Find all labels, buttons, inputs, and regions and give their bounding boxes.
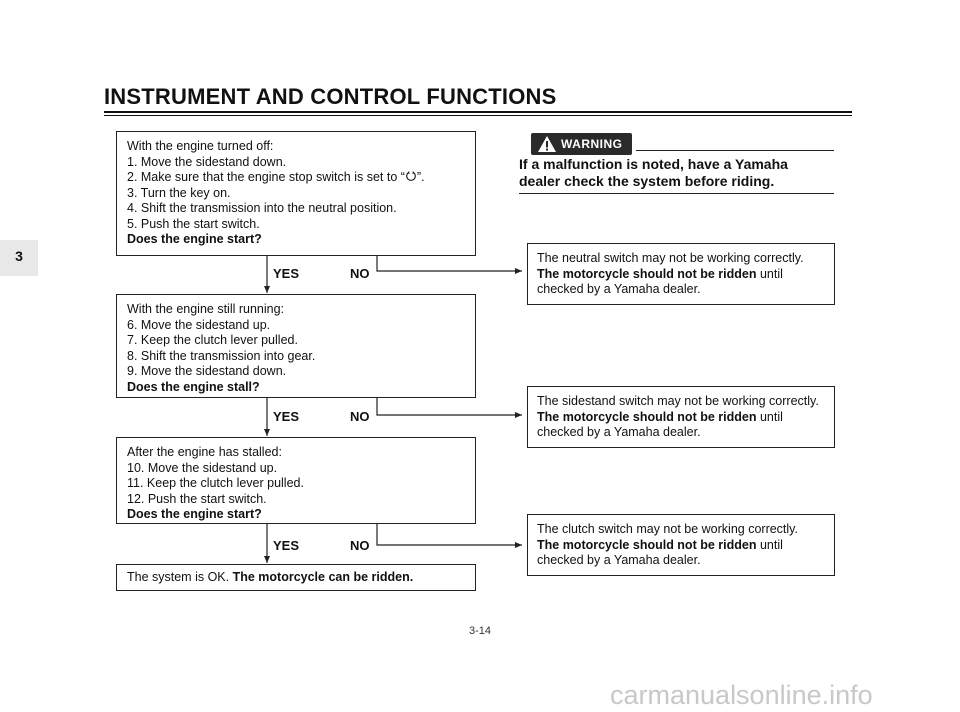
step-line: With the engine still running: xyxy=(127,302,285,316)
step-question-text: Does the engine start? xyxy=(127,232,262,246)
result-line xyxy=(537,410,825,426)
step-line: 10. Move the sidestand up. xyxy=(127,460,278,475)
flow-step-2 xyxy=(116,294,476,398)
final-line xyxy=(127,570,465,586)
step-line: 4. Shift the transmission into the neutral position. xyxy=(127,201,397,215)
result-line: checked by a Yamaha dealer. xyxy=(537,553,701,567)
warning-triangle-icon xyxy=(537,135,557,153)
step-line-text: ”. xyxy=(416,170,425,184)
step-line: 3. Turn the key on. xyxy=(127,185,231,200)
flow-final-ok xyxy=(116,564,476,591)
result-clutch-switch xyxy=(527,514,835,576)
warning-text-line: If a malfunction is noted, have a Yamaha xyxy=(519,156,788,172)
result-bold: The motorcycle should not be ridden xyxy=(537,409,757,424)
final-prefix: The system is OK. xyxy=(127,570,233,584)
final-bold: The motorcycle can be ridden. xyxy=(232,570,414,584)
warning-badge-label: WARNING xyxy=(561,137,623,151)
step-question-text: Does the engine stall? xyxy=(127,379,260,394)
step-line-text: 2. Make sure that the engine stop switch is set to “ xyxy=(127,170,405,184)
result-line xyxy=(537,267,825,283)
result-sidestand-switch xyxy=(527,386,835,448)
no-label-3: NO xyxy=(350,538,370,553)
flow-step-3 xyxy=(116,437,476,524)
step-question xyxy=(127,232,465,248)
step-line: 5. Push the start switch. xyxy=(127,216,260,231)
result-neutral-switch xyxy=(527,243,835,305)
watermark: carmanualsonline.info xyxy=(610,680,873,710)
step-line xyxy=(127,170,465,186)
result-rest: until xyxy=(756,266,783,281)
result-bold: The motorcycle should not be ridden xyxy=(537,266,757,281)
chapter-tab-number: 3 xyxy=(15,248,23,264)
result-line: checked by a Yamaha dealer. xyxy=(537,282,701,296)
result-rest: until xyxy=(756,409,783,424)
warning-text xyxy=(519,156,839,190)
warning-text-line: dealer check the system before riding. xyxy=(519,173,775,189)
no-label-2: NO xyxy=(350,409,370,424)
result-bold: The motorcycle should not be ridden xyxy=(537,537,757,552)
result-line xyxy=(537,538,825,554)
step-line: After the engine has stalled: xyxy=(127,445,282,459)
step-question xyxy=(127,380,465,396)
step-line: With the engine turned off: xyxy=(127,139,274,153)
step-line: 9. Move the sidestand down. xyxy=(127,364,287,378)
result-line: The sidestand switch may not be working correctly. xyxy=(537,394,819,408)
step-question-text: Does the engine start? xyxy=(127,507,262,521)
result-line: The neutral switch may not be working correctly. xyxy=(537,251,804,265)
page-number: 3-14 xyxy=(468,625,492,637)
page-title: INSTRUMENT AND CONTROL FUNCTIONS xyxy=(104,84,557,109)
step-line: 1. Move the sidestand down. xyxy=(127,154,287,169)
step-line: 8. Shift the transmission into gear. xyxy=(127,348,316,363)
step-line: 12. Push the start switch. xyxy=(127,491,267,506)
flow-step-1 xyxy=(116,131,476,256)
warning-rule-bottom xyxy=(519,193,834,194)
engine-run-icon xyxy=(405,170,417,182)
no-arrow-3 xyxy=(377,523,522,545)
result-line: The clutch switch may not be working correctly. xyxy=(537,522,798,536)
yes-label-2: YES xyxy=(273,409,300,424)
no-arrow-2 xyxy=(377,397,522,415)
step-question xyxy=(127,507,465,523)
result-line: checked by a Yamaha dealer. xyxy=(537,425,701,439)
result-rest: until xyxy=(756,537,783,552)
step-line: 11. Keep the clutch lever pulled. xyxy=(127,476,304,490)
no-arrow-1 xyxy=(377,255,522,271)
step-line: 6. Move the sidestand up. xyxy=(127,317,271,332)
yes-label-3: YES xyxy=(273,538,300,553)
no-label-1: NO xyxy=(350,266,370,281)
step-line: 7. Keep the clutch lever pulled. xyxy=(127,333,298,347)
warning-rule xyxy=(636,150,834,151)
yes-label-1: YES xyxy=(273,266,300,281)
warning-badge xyxy=(531,133,632,155)
